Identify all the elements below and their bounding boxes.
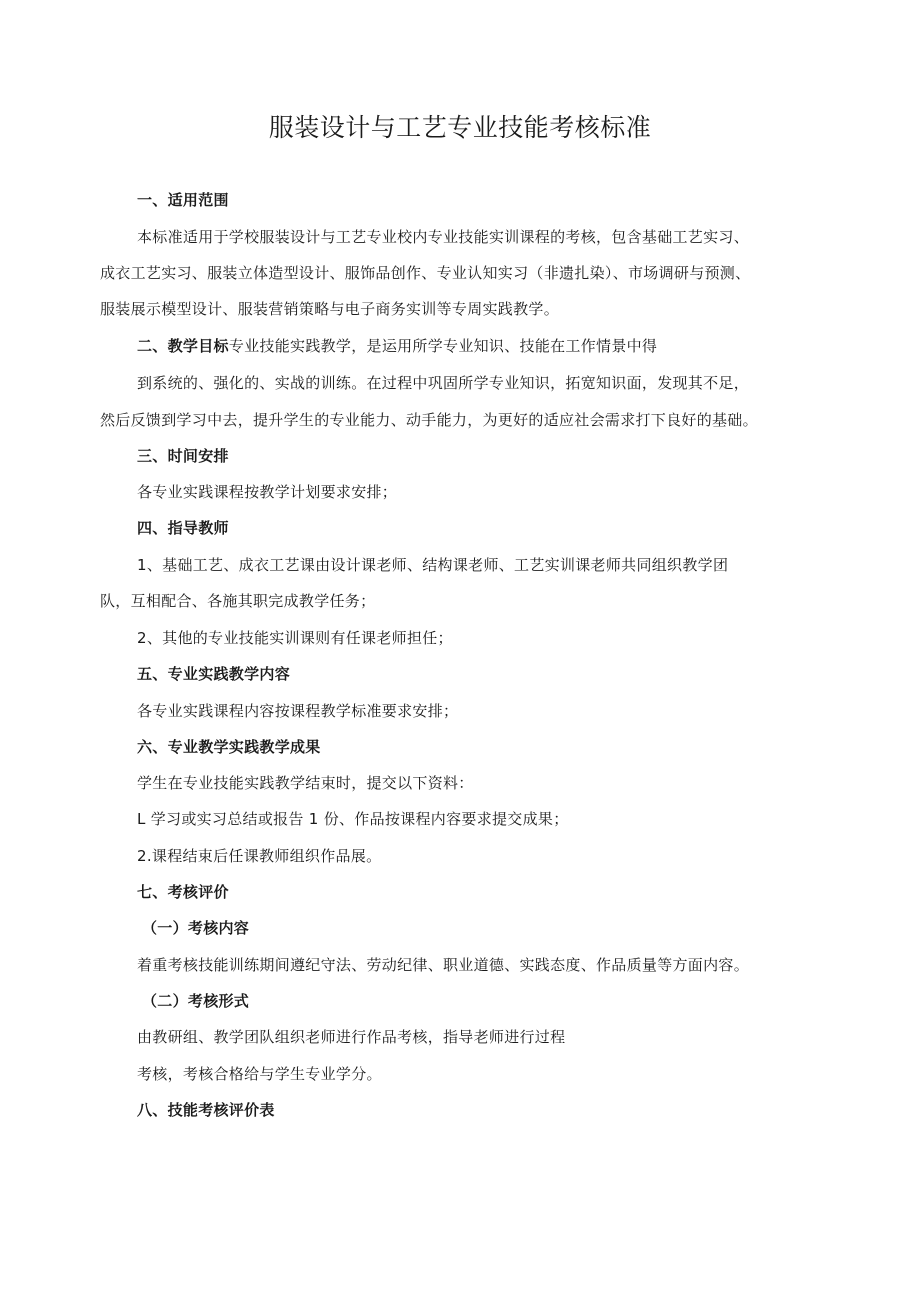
section-heading-objective: 二、教学目标 xyxy=(137,337,229,355)
paragraph-line: 考核，考核合格给与学生专业学分。 xyxy=(137,1065,382,1083)
section-heading-schedule: 三、时间安排 xyxy=(137,447,229,465)
paragraph-line: 各专业实践课程按教学计划要求安排； xyxy=(137,483,398,501)
paragraph-line: 各专业实践课程内容按课程教学标准要求安排； xyxy=(137,702,459,720)
paragraph-line: 2.课程结束后任课教师组织作品展。 xyxy=(137,847,382,865)
paragraph-line: 成衣工艺实习、服装立体造型设计、服饰品创作、专业认知实习（非遗扎染）、市场调研与预测、 xyxy=(100,264,751,282)
paragraph-line: 由教研组、教学团队组织老师进行作品考核，指导老师进行过程 xyxy=(137,1028,566,1046)
subsection-heading-content: （一）考核内容 xyxy=(142,919,250,937)
section-heading-evaluation-table: 八、技能考核评价表 xyxy=(137,1101,275,1119)
section-objective-line xyxy=(137,335,657,357)
paragraph-line: 着重考核技能训练期间遵纪守法、劳动纪律、职业道德、实践态度、作品质量等方面内容。 xyxy=(137,956,750,974)
paragraph-line: 队，互相配合、各施其职完成教学任务； xyxy=(100,592,376,610)
paragraph-line: L 学习或实习总结或报告 1 份、作品按课程内容要求提交成果； xyxy=(137,810,569,828)
paragraph-line: 到系统的、强化的、实战的训练。在过程中巩固所学专业知识，拓宽知识面，发现其不足， xyxy=(137,374,750,392)
paragraph-line: 学生在专业技能实践教学结束时，提交以下资料： xyxy=(137,774,474,792)
subsection-heading-form: （二）考核形式 xyxy=(142,992,250,1010)
paragraph-line: 1、基础工艺、成衣工艺课由设计课老师、结构课老师、工艺实训课老师共同组织教学团 xyxy=(137,556,729,574)
section-heading-instructors: 四、指导教师 xyxy=(137,519,229,537)
section-heading-scope: 一、适用范围 xyxy=(137,191,229,209)
paragraph-inline: 专业技能实践教学，是运用所学专业知识、技能在工作情景中得 xyxy=(228,337,658,355)
document-title: 服装设计与工艺专业技能考核标准 xyxy=(268,113,652,142)
section-heading-content: 五、专业实践教学内容 xyxy=(137,665,291,683)
paragraph-line: 服装展示模型设计、服装营销策略与电子商务实训等专周实践教学。 xyxy=(100,300,560,318)
section-heading-outcomes: 六、专业教学实践教学成果 xyxy=(137,738,321,756)
paragraph-line: 然后反馈到学习中去，提升学生的专业能力、动手能力，为更好的适应社会需求打下良好的基础。 xyxy=(100,411,758,429)
paragraph-line: 本标准适用于学校服装设计与工艺专业校内专业技能实训课程的考核，包含基础工艺实习、 xyxy=(137,228,750,246)
paragraph-line: 2、其他的专业技能实训课则有任课老师担任； xyxy=(137,629,453,647)
section-heading-evaluation: 七、考核评价 xyxy=(137,883,229,901)
